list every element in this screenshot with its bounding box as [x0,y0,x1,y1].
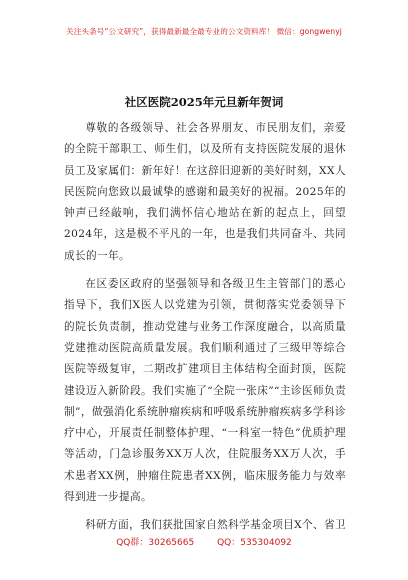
paragraph-greeting: 尊敬的各级领导、社会各界朋友、市民朋友们，亲爱的全院干部职工、师生们，以及所有支持医院发展的退休员工及家属们：新年好！在这辞旧迎新的美好时刻，XX人民医院向您致以最诚挚的感谢和最美好的祝福。2025年的钟声已经敲响，我们满怀信心地站在新的起点上，回望2024年，这是极不平凡的一年，也是我们共同奋斗、共同成长的一年。 [64,122,346,262]
document-title: 社区医院2025年元旦新年贺词 [124,95,284,109]
contact-footer [0,535,408,548]
promo-banner: 关注头条号“公文研究”，获得最新最全最专业的公文资料库！ 微信：gongwenyj [66,27,342,36]
qq-group-text: QQ群：30265665 [116,538,195,548]
paragraph-achievements: 在区委区政府的坚强领导和各级卫生主管部门的悉心指导下，我们X医人以党建为引领，贯彻落实党委领导下的院长负责制，推动党建与业务工作深度融合，以高质量党建推动医院高质量发展。我们顺利通过了三级甲等综合医院等级复审，二期改扩建项目主体结构全面封顶，医院建设迈入新阶段。我们实施了“全院一张床”“主诊医师负责制”，做强消化系统肿瘤疾病和呼吸系统肿瘤疾病多学科诊疗中心，开展责任制整体护理、“一科室一特色”优质护理等活动，门急诊服务XX万人次，住院服务XX万人次，手术患者XX例，肿瘤住院患者XX例，临床服务能力与效率得到进一步提高。 [64,278,346,504]
paragraph-research: 科研方面，我们获批国家自然科学基金项目X个、省卫 [85,519,346,532]
document-body [64,118,346,544]
qq-contact-text: QQ：535304092 [217,538,292,548]
